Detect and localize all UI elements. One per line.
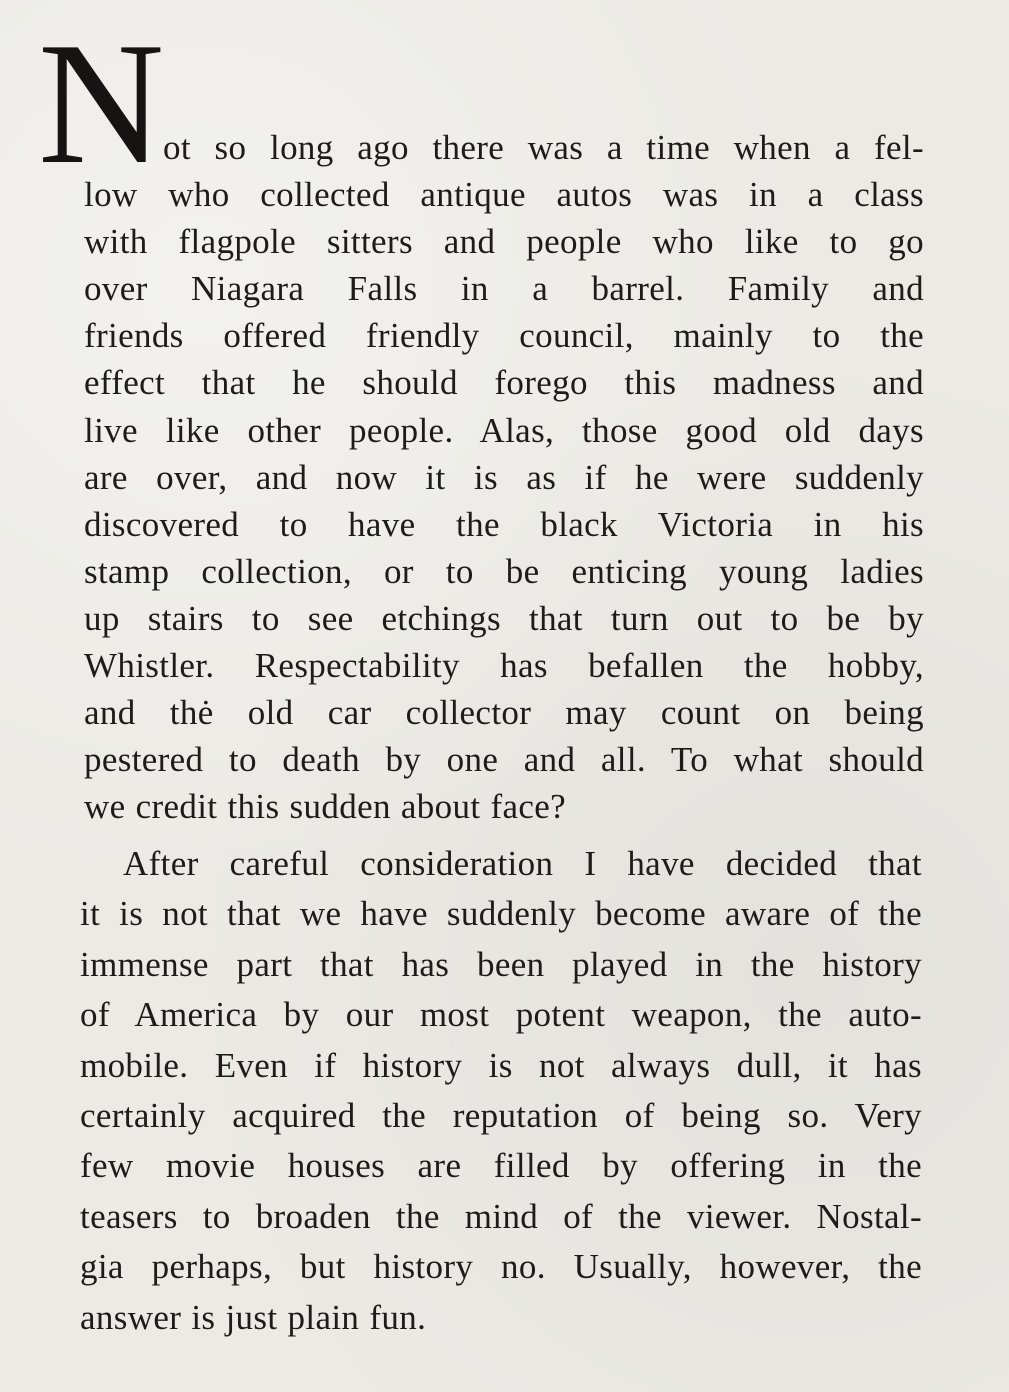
text-line: are over, and now it is as if he were suddenly [84, 457, 924, 497]
text-line: and thė old car collector may count on being [84, 693, 924, 733]
drop-cap-letter: N [38, 6, 163, 200]
text-line: we credit this sudden about face? [84, 787, 567, 827]
paragraph-2 [80, 839, 922, 1343]
text-line: up stairs to see etchings that turn out to be by [84, 598, 924, 638]
text-line: pestered to death by one and all. To what should [84, 740, 924, 780]
text-line: Whistler. Respectability has befallen the hobby, [84, 646, 924, 686]
paragraph-1 [84, 124, 924, 830]
text-line: effect that he should forego this madness and [84, 363, 924, 403]
text-line: it is not that we have suddenly become aware of the [80, 894, 922, 934]
text-line: stamp collection, or to be enticing young ladies [84, 551, 924, 591]
text-line: few movie houses are filled by offering in the [80, 1146, 922, 1186]
text-line: with flagpole sitters and people who like to go [84, 222, 924, 262]
text-line: immense part that has been played in the history [80, 944, 922, 984]
text-line: low who collected antique autos was in a class [84, 175, 924, 215]
text-line: live like other people. Alas, those good old days [84, 410, 924, 450]
text-line: of America by our most potent weapon, the auto- [80, 995, 922, 1035]
text-line: over Niagara Falls in a barrel. Family and [84, 269, 924, 309]
text-line: ot so long ago there was a time when a fel- [163, 128, 924, 167]
text-line: discovered to have the black Victoria in his [84, 504, 924, 544]
text-line: teasers to broaden the mind of the viewer. Nostal- [80, 1196, 922, 1236]
text-line: friends offered friendly council, mainly to the [84, 316, 924, 356]
text-line: answer is just plain fun. [80, 1297, 427, 1337]
text-line: After careful consideration I have decided that [123, 844, 922, 883]
text-line: gia perhaps, but history no. Usually, however, the [80, 1247, 922, 1287]
text-line: certainly acquired the reputation of being so. Very [80, 1096, 922, 1136]
text-line: mobile. Even if history is not always dull, it has [80, 1045, 922, 1085]
